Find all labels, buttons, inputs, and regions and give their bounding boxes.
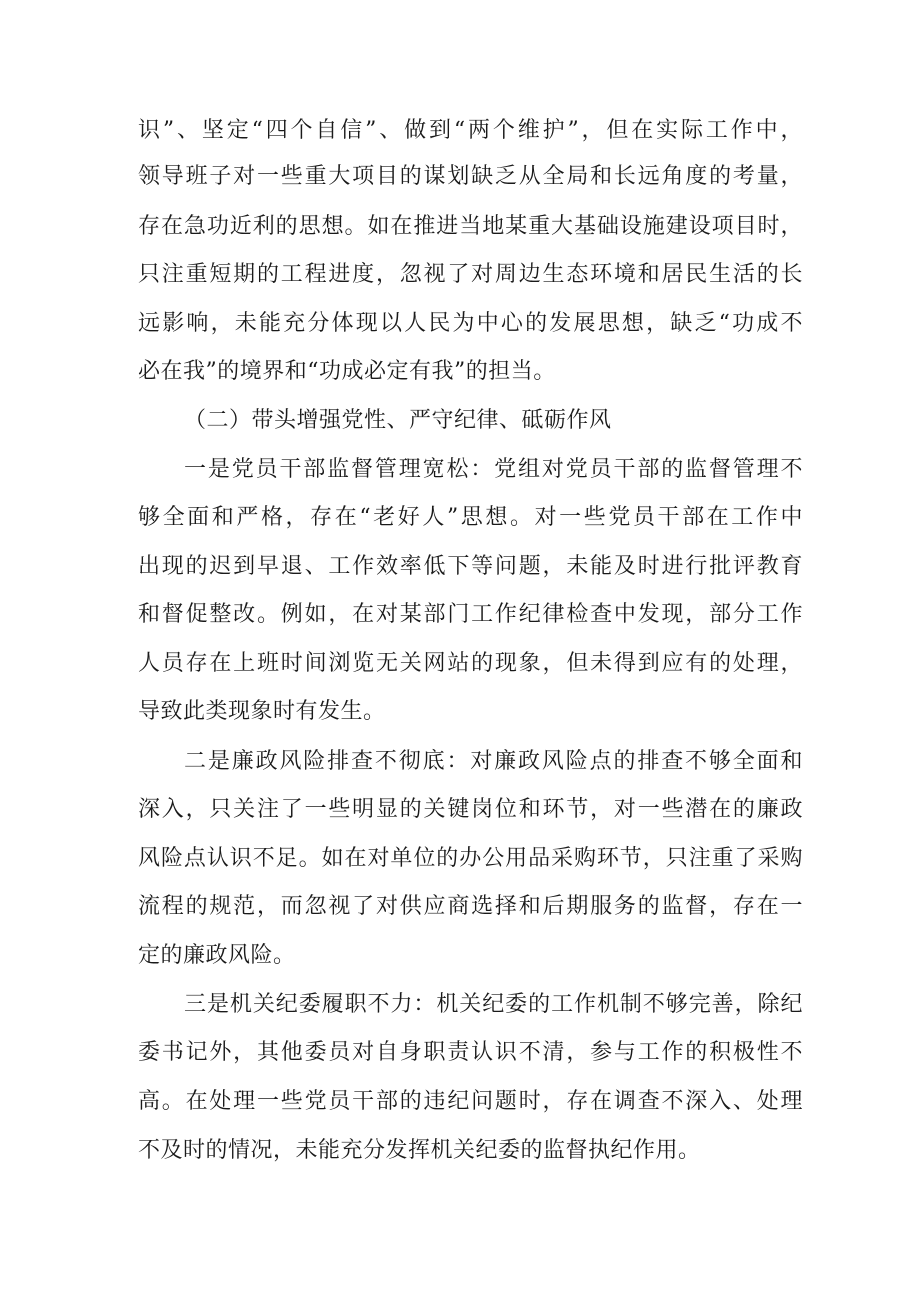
text-line: 出现的迟到早退、工作效率低下等问题，未能及时进行批评教育 <box>138 554 803 579</box>
text-line: 深入，只关注了一些明显的关键岗位和环节，对一些潜在的廉政 <box>138 797 803 822</box>
text-line: 领导班子对一些重大项目的谋划缺乏从全局和长远角度的考量， <box>138 164 803 189</box>
text-line: 够全面和严格，存在“老好人”思想。对一些党员干部在工作中 <box>138 505 803 530</box>
text-line: 远影响，未能充分体现以人民为中心的发展思想，缺乏“功成不 <box>138 311 803 336</box>
paragraph-first-line: 一是党员干部监督管理宽松：党组对党员干部的监督管理不 <box>184 457 803 482</box>
text-line: 委书记外，其他委员对自身职责认识不清，参与工作的积极性不 <box>138 1040 803 1065</box>
text-line: 高。在处理一些党员干部的违纪问题时，存在调查不深入、处理 <box>138 1089 803 1114</box>
text-line: 必在我”的境界和“功成必定有我”的担当。 <box>138 359 556 384</box>
section-heading: （二）带头增强党性、严守纪律、砥砺作风 <box>184 408 612 433</box>
text-line: 流程的规范，而忽视了对供应商选择和后期服务的监督，存在一 <box>138 894 803 919</box>
text-line: 人员存在上班时间浏览无关网站的现象，但未得到应有的处理， <box>138 651 803 676</box>
text-line: 风险点认识不足。如在对单位的办公用品采购环节，只注重了采购 <box>138 846 803 871</box>
text-line: 和督促整改。例如，在对某部门工作纪律检查中发现，部分工作 <box>138 602 803 627</box>
text-line: 不及时的情况，未能充分发挥机关纪委的监督执纪作用。 <box>138 1138 701 1163</box>
text-line: 只注重短期的工程进度，忽视了对周边生态环境和居民生活的长 <box>138 262 803 287</box>
text-line: 存在急功近利的思想。如在推进当地某重大基础设施建设项目时， <box>138 214 803 239</box>
text-line: 定的廉政风险。 <box>138 943 296 968</box>
text-line: 识”、坚定“四个自信”、做到“两个维护”，但在实际工作中， <box>138 118 803 143</box>
paragraph-first-line: 三是机关纪委履职不力：机关纪委的工作机制不够完善，除纪 <box>184 992 803 1017</box>
text-line: 导致此类现象时有发生。 <box>138 699 386 724</box>
paragraph-first-line: 二是廉政风险排查不彻底：对廉政风险点的排查不够全面和 <box>184 749 803 774</box>
